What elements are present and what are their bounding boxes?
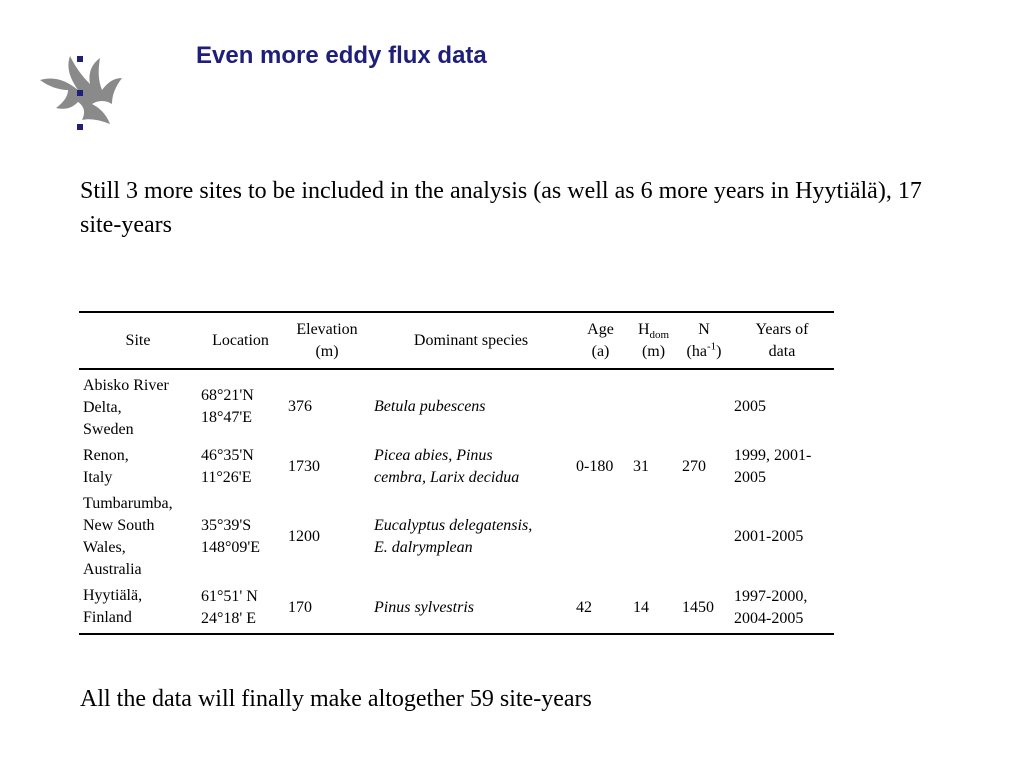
col-header-n: N $(ha^{-1})$ — [678, 312, 730, 369]
cell-location: 68°21'N 18°47'E — [201, 386, 254, 426]
cell-years: 1999, 2001- 2005 — [734, 447, 812, 486]
cell-species: Eucalyptus delegatensis, E. dalrymplean — [374, 517, 533, 556]
table-row — [79, 369, 834, 443]
cell-n: 1450 — [682, 599, 714, 616]
cell-hdom: 14 — [633, 599, 649, 616]
col-header-species: Dominant species — [370, 312, 572, 369]
cell-site: Hyytiälä, Finland — [83, 587, 143, 626]
cell-hdom — [629, 369, 678, 443]
cell-location: 35°39'S 148°09'E — [201, 517, 261, 556]
table-row — [79, 443, 834, 491]
cell-location: 46°35'N 11°26'E — [201, 447, 254, 486]
col-header-years: Years of data — [730, 312, 834, 369]
cell-location: 61°51' N 24°18' E — [201, 588, 258, 627]
cell-age — [572, 491, 629, 583]
cell-years: 1997-2000, 2004-2005 — [734, 588, 808, 627]
intro-paragraph: Still 3 more sites to be included in the analysis (as well as 6 more years in Hyytiälä), 17 site-years — [80, 178, 922, 238]
page-title: Even more eddy flux data — [196, 42, 487, 69]
col-header-age: Age (a) — [572, 312, 629, 369]
cell-species: Picea abies, Pinus cembra, Larix decidua — [374, 447, 520, 486]
sites-table — [79, 311, 834, 635]
outro-paragraph: All the data will finally make altogether 59 site-years — [80, 686, 592, 712]
logo-dot — [77, 124, 83, 130]
cell-elevation: 376 — [288, 397, 312, 415]
table-header-row — [79, 312, 834, 369]
cell-years: 2005 — [734, 397, 766, 415]
cell-age: 0-180 — [576, 458, 614, 475]
cell-age — [572, 369, 629, 443]
table-row — [79, 583, 834, 634]
col-header-hdom: $H_{dom}$ (m) — [629, 312, 678, 369]
cell-species: Betula pubescens — [374, 397, 486, 415]
logo-dot — [77, 56, 83, 62]
col-header-location: Location — [197, 312, 284, 369]
cell-site: Renon, Italy — [83, 447, 129, 486]
cell-site: Tumbarumba, New South Wales, Australia — [83, 495, 173, 578]
table-row — [79, 491, 834, 583]
cell-n: 270 — [682, 458, 706, 475]
cell-n — [678, 369, 730, 443]
cell-elevation: 1730 — [288, 458, 320, 475]
cell-species: Pinus sylvestris — [374, 599, 474, 616]
col-header-elevation: Elevation (m) — [284, 312, 370, 369]
cell-n — [678, 491, 730, 583]
cell-elevation: 1200 — [288, 528, 320, 545]
col-header-site: Site — [79, 312, 197, 369]
cell-years: 2001-2005 — [734, 528, 804, 545]
cell-hdom — [629, 491, 678, 583]
cell-hdom: 31 — [633, 458, 649, 475]
cell-site: Abisko River Delta, Sweden — [83, 377, 169, 438]
cell-age: 42 — [576, 599, 592, 616]
logo-dot — [77, 90, 83, 96]
cell-elevation: 170 — [288, 599, 312, 616]
